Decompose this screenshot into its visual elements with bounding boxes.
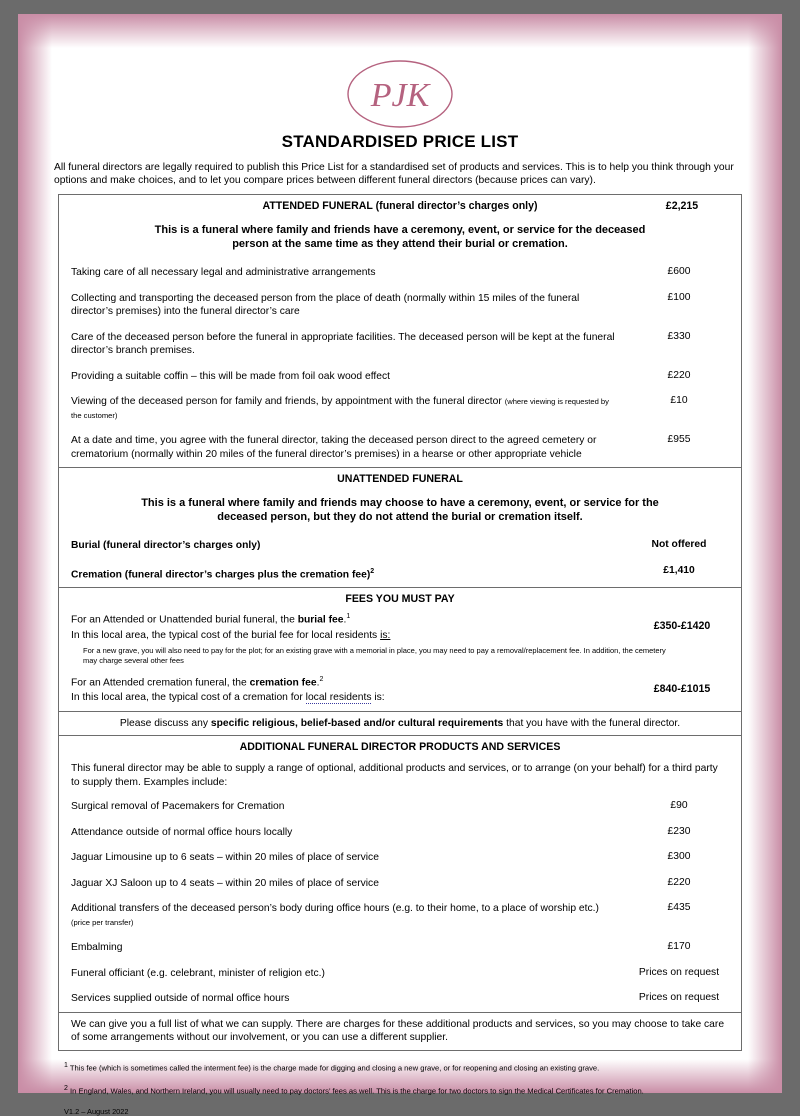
table-row — [59, 845, 741, 871]
additional-item-desc: Surgical removal of Pacemakers for Cremation — [71, 801, 285, 813]
attended-item-price: £100 — [667, 291, 691, 303]
attended-subheading: This is a funeral where family and friends have a ceremony, event, or service for the deceased person at the same time as they attend their burial or cremation. — [154, 224, 646, 250]
burial-fee-line1: For an Attended or Unattended burial funeral, the burial fee.$^1$ — [71, 613, 351, 626]
price-table — [58, 194, 742, 1051]
intro-paragraph: All funeral directors are legally required to publish this Price List for a standardised set of products and services. This is to help you think through your options and make choices, and to let you compare prices between different funeral directors (because prices can vary). — [54, 162, 734, 186]
additional-item-price: Prices on request — [638, 992, 720, 1004]
company-logo — [48, 14, 752, 132]
footnote-marker: 2 — [319, 675, 324, 683]
section-attended-funeral — [59, 195, 741, 468]
table-row — [59, 428, 741, 467]
burial-fee-note: For a new grave, you will also need to pay for the plot; for an existing grave with a memorial in place, you may need to pay a removal/replacement fee. In addition, the cemetery may charge several other fees — [83, 645, 666, 665]
footnote-1-marker: 1 — [64, 1061, 68, 1069]
attended-item-price: £600 — [667, 266, 691, 277]
unattended-item-price: Not offered — [651, 539, 707, 550]
table-row — [59, 559, 741, 588]
attended-item-desc-note: (where viewing is requested by the customer) — [71, 397, 609, 420]
unattended-subheading: This is a funeral where family and friends may choose to have a ceremony, event, or service for the deceased person, but they do not attend the burial or cremation itself. — [141, 497, 659, 523]
additional-item-desc: Jaguar XJ Saloon up to 4 seats – within 20 miles of place of service — [71, 877, 379, 889]
additional-item-desc-note: (price per transfer) — [71, 917, 134, 927]
footnote-1: 1 This fee (which is sometimes called the interment fee) is the charge made for digging and closing a new grave, or for reopening and closing an existing grave. — [64, 1061, 600, 1073]
attended-item-desc: At a date and time, you agree with the funeral director, taking the deceased person direct to the agreed cemetery or crematorium (normally within 20 miles of the funeral director’s premises) in a hearse or other appropriate vehicle — [71, 435, 597, 460]
footnote-2: 2 In England, Wales, and Northern Ireland, you will usually need to pay doctors’ fees as well. This is the charge for two doctors to sign the Medical Certificates for Cremation. — [64, 1085, 644, 1096]
additional-item-desc: Attendance outside of normal office hours locally — [71, 826, 293, 838]
section-additional-products — [59, 736, 741, 1050]
burial-fee-block — [59, 609, 741, 642]
attended-item-desc: Taking care of all necessary legal and administrative arrangements — [71, 267, 376, 278]
attended-item-desc — [59, 395, 623, 422]
table-row — [59, 871, 741, 897]
unattended-item-desc: Burial (funeral director’s charges only) — [71, 540, 261, 551]
discuss-requirements-text: Please discuss any specific religious, belief-based and/or cultural requirements that you have with the funeral director. — [119, 718, 681, 730]
additional-heading: ADDITIONAL FUNERAL DIRECTOR PRODUCTS AND SERVICES — [239, 741, 561, 754]
fees-heading: FEES YOU MUST PAY — [345, 593, 455, 606]
table-row — [59, 896, 741, 935]
attended-heading: ATTENDED FUNERAL (funeral director’s charges only) — [262, 200, 538, 212]
table-row — [59, 260, 741, 286]
logo-monogram-text: PJK — [370, 77, 430, 114]
unattended-item-price: £1,410 — [663, 564, 695, 576]
additional-item-desc-main: Additional transfers of the deceased person’s body during office hours (e.g. to their home, to a place of worship etc.) — [71, 903, 599, 915]
attended-item-desc-main: Viewing of the deceased person for family and friends, by appointment with the funeral director — [71, 396, 502, 407]
burial-fee-text — [59, 609, 623, 642]
closing-divider — [59, 1012, 741, 1050]
additional-intro: This funeral director may be able to supply a range of optional, additional products and services, or to arrange (on your behalf) for a third party to supply them. Examples include: — [71, 763, 718, 788]
additional-closing: We can give you a full list of what we can supply. There are charges for these additional products and services, so you may choose to take care of some arrangements without our involvement, or you can use a different supplier. — [71, 1018, 725, 1044]
additional-item-desc — [59, 902, 623, 929]
additional-item-desc: Funeral officiant (e.g. celebrant, minister of religion etc.) — [71, 967, 325, 979]
attended-heading-price: £2,215 — [665, 200, 699, 212]
attended-item-price: £955 — [667, 434, 691, 445]
table-row — [59, 389, 741, 428]
cremation-fee-block — [59, 672, 741, 705]
attended-item-price: £330 — [667, 330, 691, 342]
burial-fee-price: £350-£1420 — [653, 620, 711, 633]
additional-item-price: £220 — [667, 876, 691, 888]
additional-item-price: £300 — [667, 851, 691, 863]
additional-item-desc: Jaguar Limousine up to 6 seats – within 20 miles of place of service — [71, 852, 379, 864]
additional-item-desc: Embalming — [71, 942, 123, 954]
footnote-2-marker: 2 — [64, 1085, 68, 1093]
unattended-item-desc-main: Cremation (funeral director’s charges plus the cremation fee) — [71, 568, 371, 580]
version-label: V1.2 – August 2022 — [64, 1106, 129, 1116]
attended-heading-row — [59, 195, 741, 216]
attended-item-price: £220 — [667, 369, 691, 381]
additional-item-desc: Services supplied outside of normal office hours — [71, 993, 290, 1005]
table-row — [59, 325, 741, 364]
attended-item-desc: Providing a suitable coffin – this will be made from foil oak wood effect — [71, 370, 390, 382]
additional-item-price: £435 — [667, 902, 691, 914]
section-religious-requirements — [59, 712, 741, 736]
footnote-marker: 1 — [346, 613, 351, 621]
pjk-monogram-icon — [340, 56, 460, 132]
additional-item-price: £230 — [667, 825, 691, 837]
table-row — [59, 533, 741, 559]
table-row — [59, 820, 741, 846]
table-row — [59, 794, 741, 820]
cremation-fee-line2: In this local area, the typical cost of a cremation for local residents is: — [71, 692, 385, 704]
cremation-fee-text — [59, 672, 623, 705]
additional-item-price: Prices on request — [638, 966, 720, 978]
section-unattended-funeral — [59, 468, 741, 588]
table-row — [59, 961, 741, 987]
price-list-document — [48, 14, 752, 1116]
table-row — [59, 364, 741, 390]
additional-item-price: £170 — [667, 941, 691, 953]
section-fees-you-must-pay — [59, 588, 741, 712]
footnote-marker: 2 — [370, 567, 375, 575]
attended-item-desc: Care of the deceased person before the funeral in appropriate facilities. The deceased person will be kept at the funeral director’s branch premises. — [71, 331, 615, 356]
burial-fee-line2: In this local area, the typical cost of the burial fee for local residents is: — [71, 629, 391, 641]
table-row — [59, 286, 741, 325]
page-title: STANDARDISED PRICE LIST — [281, 132, 519, 151]
unattended-item-desc — [59, 565, 623, 582]
attended-item-desc: Collecting and transporting the deceased person from the place of death (normally within 15 miles of the funeral director’s premises) into the funeral director’s care — [71, 292, 580, 317]
cremation-fee-line1: For an Attended cremation funeral, the cremation fee.$^2$ — [71, 675, 324, 689]
unattended-heading: UNATTENDED FUNERAL — [337, 473, 463, 485]
additional-item-price: £90 — [670, 800, 688, 812]
table-row — [59, 935, 741, 961]
footnotes — [48, 1051, 752, 1116]
table-row — [59, 986, 741, 1012]
attended-item-price: £10 — [670, 395, 688, 406]
cremation-fee-price: £840-£1015 — [653, 682, 711, 695]
